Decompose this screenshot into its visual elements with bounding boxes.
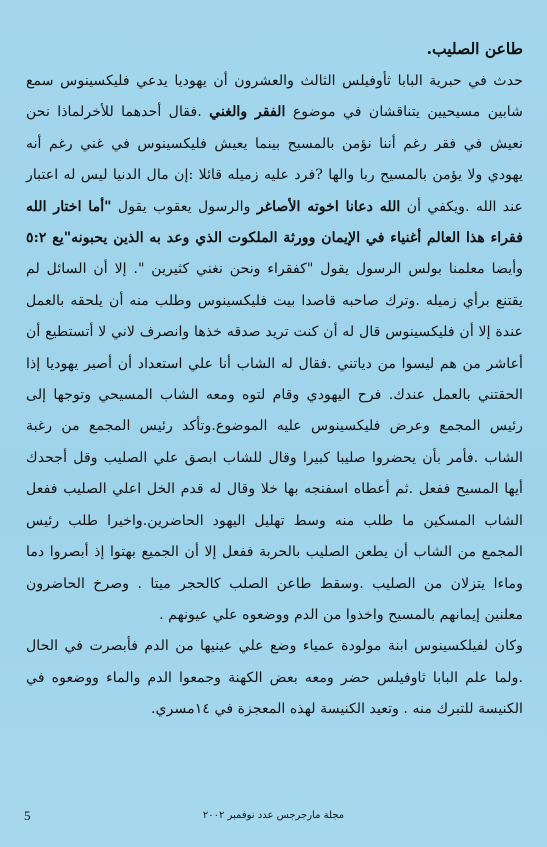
paragraph <box>26 631 523 725</box>
article-body <box>26 66 523 726</box>
page-footer <box>0 808 547 828</box>
text-run: .فقال أحدهما للأخرلماذا نحن نعيش في فقر رغم أننا نؤمن بالمسيح بينما يعيش فليكسينوس في غني رغم أنه يهودي ولا يؤمن بالمسيح ربا والها ?فرد عليه زميله قائلا :إن مال الدنيا ليس له اعتبار عند الله .ويكفي أن <box>26 104 523 215</box>
article-title: طاعن الصليب. <box>426 39 523 58</box>
article <box>26 34 523 726</box>
bold-text-run: "أما اختار الله فقراء هذا العالم أغنياء في الإيمان وورثة الملكوت الذي وعد به الذين يحبونه"يع ٥:٢ <box>26 198 523 247</box>
text-run: وأيضا معلمنا بولس الرسول يقول "كفقراء ونحن نغني كثيرين ". إلا أن السائل لم يقتنع برأي زميله .وترك صاحبه قاصدا بيت فليكسينوس وطلب منه أن يلحقه بالعمل عندة إلا أن فليكسينوس قال له أن كنت تريد صدقه خذها وانصرف لاني لا أتستطيع أن أعاشر من هم ليسوا من دياتني .فقال له الشاب أنا علي استعداد أن أصير يهوديا إذا الحقتني بالعمل عندك. فرح اليهودي وقام لتوه ومعه الشاب المسيحي وتوجها إلى رئيس المجمع وعرض فليكسينوس عليه الموضوع.وتأكد رئيس المجمع من رغبة الشاب .فأمر بأن يحضروا صليبا كبيرا وقال للشاب ابصق علي الصليب وقل أجحدك أيها المسيح ففعل .ثم أعطاه اسفنجه بها خلا وقال له قدم الخل اعلي الصليب ففعل الشاب المسكين ما طلب منه وسط تهليل اليهود الحاضرين.واخيرا طلب رئيس المجمع من الشاب أن يطعن الصليب بالحربة ففعل إلا أن الجميع بهتوا إذ أبصروا دما وماءا يتزلان من الصليب .وسقط طاعن الصلب كالحجر ميتا . وصرخ الحاضرون معلنين إيمانهم بالمسيح واخذوا من الدم ووضعوه علي عيونهم . <box>26 261 523 623</box>
paragraph <box>26 66 523 631</box>
text-run: والرسول يعقوب يقول <box>111 198 257 215</box>
page-number: 5 <box>24 808 31 823</box>
bold-text-run: الفقر والغني <box>209 104 286 121</box>
text-run: وكان لفيلكسينوس ابنة مولودة عمياء وضع علي عينيها من الدم فأبصرت في الحال .ولما علم البابا ثاوفيلس حضر ومعه بعض الكهنة وجمعوا الدم والماء ووضعوه في الكنيسة للتبرك منه . وتعيد الكنيسة لهذه المعجزة في ١٤مسري. <box>26 638 523 718</box>
magazine-issue-text: مجلة مارجرجس عدد نوفمبر ٢٠٠٢ <box>202 810 345 821</box>
text-run: حدث في حبرية البابا ثأوفيلس الثالث والعشرون أن يهوديا يدعي فليكسينوس سمع شابين مسيحيين يتناقشان في موضوع <box>26 73 523 121</box>
bold-text-run: الله دعانا اخوته الأصاغر <box>256 198 401 215</box>
